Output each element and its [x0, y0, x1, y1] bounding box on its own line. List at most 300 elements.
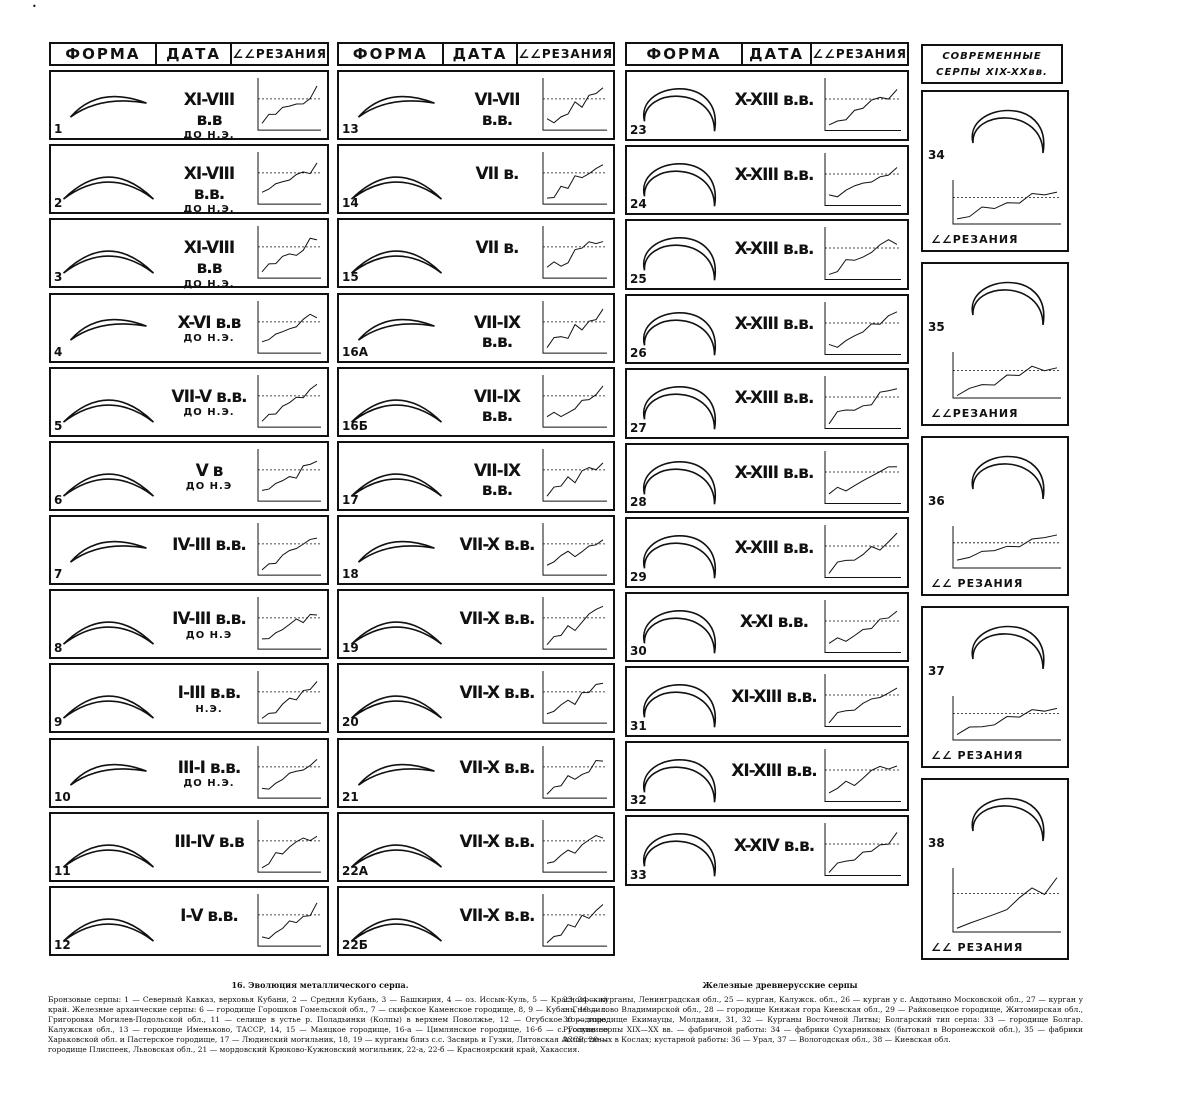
corner-mark: • — [32, 2, 37, 11]
sickle-shape — [972, 799, 1044, 842]
chart-line — [829, 240, 897, 275]
chart-line — [547, 309, 603, 348]
date-range: VII-X в.в. — [459, 905, 535, 926]
chart-axes — [543, 820, 607, 872]
date-range: X-XIII в.в. — [734, 90, 814, 111]
sickle-shape — [644, 685, 716, 728]
sickle-shape — [352, 251, 442, 273]
form-header: ФОРМА — [339, 44, 444, 64]
cutting-angle-chart — [543, 449, 607, 501]
cutting-angle-chart — [825, 153, 901, 206]
chart-axes — [825, 78, 901, 131]
chart-line — [547, 463, 603, 496]
sickle-cell — [337, 663, 615, 733]
date-label — [731, 315, 817, 335]
date-range: III-IV в.в — [174, 831, 244, 852]
figure-number: 1 — [54, 122, 63, 137]
chart-line — [957, 708, 1057, 734]
chart-axes — [825, 823, 901, 876]
date-label — [169, 462, 249, 493]
sickle-cell — [625, 592, 909, 663]
chart-line — [829, 611, 897, 643]
cutting-angle-chart — [953, 180, 1061, 224]
date-label — [169, 314, 249, 345]
sickle-cell — [49, 293, 329, 363]
date-header: ДАТА — [444, 44, 519, 64]
chart-line — [829, 688, 897, 723]
sickle-cell — [625, 294, 909, 365]
angle-header: ∠∠РЕЗАНИЯ — [518, 47, 613, 61]
sickle-cell — [337, 515, 615, 585]
date-range: VII-V в.в. — [171, 386, 247, 407]
date-range: XI-VIII в.в. — [183, 164, 235, 204]
angle-header: ∠∠РЕЗАНИЯ — [232, 47, 327, 61]
date-label — [169, 610, 249, 641]
chart-line — [262, 461, 317, 490]
era-label: Н.Э. — [195, 703, 223, 715]
date-range: X-XIII в.в. — [734, 164, 814, 185]
chart-axes — [258, 597, 321, 649]
figure-number: 13 — [342, 122, 359, 137]
sickle-cell — [625, 368, 909, 439]
figure-number: 38 — [928, 836, 945, 850]
date-label — [457, 165, 537, 185]
chart-axes — [258, 523, 321, 575]
chart-line — [547, 165, 603, 199]
chart-line — [829, 389, 897, 424]
figure-number: 37 — [928, 664, 945, 678]
date-label — [169, 388, 249, 419]
cell-drawing — [923, 438, 1071, 598]
date-label — [457, 388, 537, 427]
date-header: ДАТА — [743, 44, 813, 64]
date-label — [169, 239, 249, 290]
caption-right-title: Железные древнерусские серпы — [702, 980, 858, 990]
cutting-angle-chart — [825, 823, 901, 876]
chart-line — [262, 759, 317, 789]
chart-axes — [825, 451, 901, 504]
chart-line — [547, 88, 603, 123]
date-range: XI-VIII в.в — [183, 238, 235, 278]
sickle-cell — [49, 663, 329, 733]
sickle-shape — [359, 319, 435, 339]
column-1-header — [49, 42, 329, 66]
cutting-angle-chart — [543, 820, 607, 872]
chart-line — [829, 466, 897, 493]
sickle-shape — [644, 760, 716, 803]
cutting-angle-chart — [258, 152, 321, 204]
sickle-shape — [64, 474, 154, 496]
sickle-cell — [49, 441, 329, 511]
date-range: VII-X в.в. — [459, 683, 535, 704]
column-2-header — [337, 42, 615, 66]
sickle-shape — [972, 627, 1044, 670]
date-label — [169, 91, 249, 142]
cutting-angle-chart — [258, 820, 321, 872]
date-range: X-XI в.в. — [739, 612, 809, 633]
angle-label: ∠∠ РЕЗАНИЯ — [931, 577, 1024, 590]
figure-number: 35 — [928, 320, 945, 334]
cell-drawing — [923, 92, 1071, 254]
cutting-angle-chart — [543, 226, 607, 278]
sickle-shape — [644, 163, 716, 206]
era-label: ДО Н.Э. — [183, 130, 235, 142]
date-range: VII-IX в.в. — [473, 312, 521, 353]
cutting-angle-chart — [543, 152, 607, 204]
sickle-shape — [64, 400, 154, 422]
chart-line — [829, 167, 897, 196]
date-label — [169, 536, 249, 556]
date-range: VII-X в.в. — [459, 609, 535, 630]
date-label — [457, 91, 537, 130]
figure-number: 10 — [54, 789, 71, 804]
chart-axes — [543, 523, 607, 575]
date-label — [457, 610, 537, 630]
chart-line — [829, 90, 897, 125]
chart-line — [957, 192, 1057, 219]
chart-line — [957, 535, 1057, 560]
date-label — [731, 389, 817, 409]
date-range: X-VI в.в — [177, 312, 241, 333]
cutting-angle-chart — [825, 227, 901, 280]
chart-line — [262, 903, 317, 939]
cutting-angle-chart — [825, 674, 901, 727]
figure-number: 20 — [342, 715, 359, 730]
cutting-angle-chart — [258, 301, 321, 353]
sickle-shape — [71, 764, 147, 784]
date-label — [457, 907, 537, 927]
date-label — [457, 833, 537, 853]
cutting-angle-chart — [258, 746, 321, 798]
sickle-cell — [625, 741, 909, 812]
sickle-shape — [352, 622, 442, 644]
date-label — [731, 539, 817, 559]
figure-number: 36 — [928, 494, 945, 508]
date-label — [169, 759, 249, 790]
chart-line — [829, 533, 897, 573]
cutting-angle-chart — [543, 597, 607, 649]
chart-line — [829, 833, 897, 873]
date-range: X-XIV в.в. — [733, 835, 815, 856]
figure-number: 2 — [54, 196, 63, 211]
date-range: VII-IX в.в. — [473, 386, 521, 427]
sickle-shape — [71, 319, 147, 339]
figure-number: 8 — [54, 641, 63, 656]
figure-number: 34 — [928, 148, 945, 162]
figure-number: 4 — [54, 344, 63, 359]
sickle-shape — [64, 622, 154, 644]
figure-number: 27 — [630, 420, 647, 435]
sickle-cell — [625, 145, 909, 216]
sickle-cell — [337, 218, 615, 288]
sickle-shape — [644, 611, 716, 654]
sickle-shape — [64, 251, 154, 273]
figure-number: 24 — [630, 197, 647, 212]
chart-line — [262, 163, 317, 192]
form-header: ФОРМА — [627, 44, 743, 64]
chart-axes — [825, 600, 901, 653]
modern-header: СОВРЕМЕННЫЕ СЕРПЫ XIX-XXвв. — [921, 44, 1063, 84]
cutting-angle-chart — [825, 600, 901, 653]
figure-number: 3 — [54, 270, 63, 285]
chart-axes — [825, 153, 901, 206]
figure-number: 12 — [54, 937, 71, 952]
chart-line — [262, 314, 317, 342]
sickle-cell — [337, 144, 615, 214]
date-label — [457, 759, 537, 779]
date-range: I-III в.в. — [177, 683, 241, 704]
date-label — [169, 907, 249, 927]
angle-label: ∠∠ РЕЗАНИЯ — [931, 941, 1024, 954]
date-range: XI-XIII в.в. — [731, 686, 817, 707]
figure-number: 29 — [630, 569, 647, 584]
sickle-cell — [49, 367, 329, 437]
chart-axes — [258, 78, 321, 130]
date-range: VII-IX в.в. — [473, 460, 521, 501]
cutting-angle-chart — [258, 597, 321, 649]
chart-line — [262, 86, 317, 123]
date-label — [169, 684, 249, 715]
date-label — [457, 314, 537, 353]
angle-label: ∠∠РЕЗАНИЯ — [931, 407, 1019, 420]
date-range: III-I в.в. — [177, 757, 241, 778]
chart-line — [262, 538, 317, 570]
date-label — [169, 833, 249, 853]
cutting-angle-chart — [825, 302, 901, 355]
chart-axes — [953, 180, 1061, 224]
chart-axes — [825, 674, 901, 727]
sickle-cell — [337, 589, 615, 659]
cutting-angle-chart — [543, 78, 607, 130]
sickle-cell — [625, 70, 909, 141]
sickle-cell — [625, 219, 909, 290]
date-label — [731, 762, 817, 782]
modern-sickle-cell — [921, 90, 1069, 252]
date-range: VII-X в.в. — [459, 831, 535, 852]
chart-axes — [543, 375, 607, 427]
sickle-cell — [337, 293, 615, 363]
sickle-shape — [644, 238, 716, 281]
date-range: VII в. — [475, 164, 519, 185]
sickle-cell — [625, 443, 909, 514]
sickle-shape — [359, 97, 435, 117]
sickle-shape — [972, 111, 1044, 154]
cutting-angle-chart — [258, 375, 321, 427]
sickle-shape — [644, 834, 716, 877]
date-range: X-XIII в.в. — [734, 313, 814, 334]
cutting-angle-chart — [543, 301, 607, 353]
sickle-shape — [972, 283, 1044, 326]
form-header: ФОРМА — [51, 44, 157, 64]
chart-line — [547, 760, 603, 794]
caption-left-title: 16. Эволюция металлического серпа. — [231, 980, 409, 990]
era-label: ДО Н.Э. — [183, 333, 235, 345]
chart-line — [262, 384, 317, 421]
date-label — [731, 166, 817, 186]
date-label — [457, 239, 537, 259]
sickle-shape — [64, 696, 154, 718]
figure-number: 33 — [630, 867, 647, 882]
sickle-shape — [71, 97, 147, 117]
figure-number: 5 — [54, 418, 63, 433]
chart-axes — [258, 375, 321, 427]
sickle-shape — [352, 177, 442, 199]
cell-drawing — [923, 780, 1071, 962]
date-label — [731, 240, 817, 260]
chart-axes — [543, 226, 607, 278]
date-label — [731, 91, 817, 111]
modern-sickle-cell — [921, 436, 1069, 596]
sickle-cell — [49, 144, 329, 214]
date-range: X-XIII в.в. — [734, 239, 814, 260]
date-range: X-XIII в.в. — [734, 462, 814, 483]
chart-axes — [825, 525, 901, 578]
chart-axes — [543, 301, 607, 353]
cutting-angle-chart — [953, 352, 1061, 398]
sickle-shape — [71, 542, 147, 562]
date-range: XI-VIII в.в — [183, 90, 235, 130]
cutting-angle-chart — [953, 696, 1061, 740]
chart-axes — [543, 746, 607, 798]
cutting-angle-chart — [543, 375, 607, 427]
date-range: X-XIII в.в. — [734, 537, 814, 558]
sickle-shape — [972, 457, 1044, 500]
cutting-angle-chart — [825, 376, 901, 429]
cutting-angle-chart — [825, 525, 901, 578]
cutting-angle-chart — [258, 78, 321, 130]
sickle-cell — [337, 886, 615, 956]
sickle-cell — [337, 738, 615, 808]
sickle-cell — [49, 515, 329, 585]
angle-label: ∠∠ РЕЗАНИЯ — [931, 749, 1024, 762]
chart-axes — [825, 376, 901, 429]
chart-axes — [825, 749, 901, 802]
date-label — [457, 536, 537, 556]
caption-left: Бронзовые серпы: 1 — Северный Кавказ, верховья Кубани, 2 — Средняя Кубань, 3 — Башкирия, 4 — оз. Иссык-Куль, 5 — Красноярский край. Железные архаические серпы: 6 — городище Горошков Гомельской обл., 7 — скифское Каменское городище, 8, 9 — Кубань, 10 — с. Григоровка Могилев-Подольской обл., 11 — селище в устье р. Поладьинки (Колпы) в верхнем Поволжье, 12 — Огубское городище, Калужская обл., 13 — городище Именьково, ТАССР, 14, 15 — Маяцкое городище, 16-а — Цимлянское городище, 16-б — с. Голущино Харьковской обл. и Пастерское городище, 17 — Людинский могильник, 18, 19 — курганы близ с.с. Засвирь и Гузки, Литовская АССР, 20 — городище Плиспеек, Львовская обл., 21 — мордовский Крюково-Кужновский могильник, 22-а, 22-б — Красноярский край, Хакассия. — [48, 995, 608, 1054]
figure-number: 15 — [342, 270, 359, 285]
cutting-angle-chart — [825, 451, 901, 504]
sickle-shape — [352, 474, 442, 496]
date-label — [731, 837, 817, 857]
figure-number: 19 — [342, 641, 359, 656]
sickle-shape — [64, 177, 154, 199]
caption-right: 23, 24 — курганы, Ленинградская обл., 25 — курган, Калужск. обл., 26 — курган у с. Авдотьино Московской обл., 27 — курган у с. Гнездилово Владимирской обл., 28 — городище Княжая гора Киевская обл., 29 — Райковецкое городище, Житомирская обл., 30 — городище Екимауцы, Молдавия, 31, 32 — Курганы Восточной Литвы; Болгарский тип серпа: 33 — городище Болгар. Русские серпы XIX—XX вв. — фабричной работы: 34 — фабрики Сухарниковых (бытовал в Воронежской обл.), 35 — фабрики Ахлыстиных в Кослах; кустарной работы: 36 — Урал, 37 — Вологодская обл., 38 — Киевская обл. — [563, 995, 1083, 1044]
chart-line — [547, 904, 603, 942]
sickle-shape — [64, 919, 154, 941]
figure-number: 22А — [342, 863, 368, 878]
sickle-shape — [352, 696, 442, 718]
chart-axes — [543, 449, 607, 501]
figure-number: 18 — [342, 567, 359, 582]
figure-number: 7 — [54, 567, 63, 582]
date-range: X-XIII в.в. — [734, 388, 814, 409]
cutting-angle-chart — [953, 526, 1061, 568]
figure-number: 31 — [630, 718, 647, 733]
cutting-angle-chart — [258, 449, 321, 501]
cutting-angle-chart — [825, 749, 901, 802]
sickle-cell — [337, 70, 615, 140]
date-range: VII-X в.в. — [459, 535, 535, 556]
era-label: ДО Н.Э. — [183, 407, 235, 419]
date-range: I-V в.в. — [180, 905, 238, 926]
chart-axes — [543, 597, 607, 649]
chart-axes — [258, 226, 321, 278]
date-range: IV-III в.в. — [172, 609, 246, 630]
chart-axes — [953, 526, 1061, 568]
sickle-shape — [644, 312, 716, 355]
chart-line — [262, 239, 317, 273]
date-label — [457, 684, 537, 704]
sickle-cell — [49, 812, 329, 882]
cutting-angle-chart — [543, 746, 607, 798]
figure-number: 16Б — [342, 418, 368, 433]
era-label: ДО Н.Э — [185, 481, 233, 493]
chart-axes — [543, 152, 607, 204]
column-3-header — [625, 42, 909, 66]
sickle-shape — [644, 536, 716, 579]
chart-line — [547, 684, 603, 715]
date-range: VI-VII в.в. — [474, 90, 520, 130]
sickle-cell — [625, 666, 909, 737]
date-label — [731, 613, 817, 633]
chart-axes — [258, 671, 321, 723]
cutting-angle-chart — [825, 78, 901, 131]
cutting-angle-chart — [543, 523, 607, 575]
chart-axes — [953, 696, 1061, 740]
sickle-shape — [359, 542, 435, 562]
era-label: ДО Н.Э. — [183, 204, 235, 216]
sickle-cell — [49, 70, 329, 140]
date-range: V в — [195, 460, 223, 481]
figure-number: 32 — [630, 793, 647, 808]
chart-axes — [258, 746, 321, 798]
cutting-angle-chart — [543, 671, 607, 723]
figure-number: 28 — [630, 495, 647, 510]
sickle-cell — [625, 815, 909, 886]
modern-sickle-cell — [921, 778, 1069, 960]
figure-number: 6 — [54, 492, 63, 507]
figure-number: 16А — [342, 344, 368, 359]
figure-number: 26 — [630, 346, 647, 361]
sickle-shape — [64, 845, 154, 867]
figure-number: 30 — [630, 644, 647, 659]
cutting-angle-chart — [258, 523, 321, 575]
chart-line — [547, 835, 603, 863]
figure-number: 22Б — [342, 937, 368, 952]
chart-line — [547, 606, 603, 644]
figure-number: 9 — [54, 715, 63, 730]
sickle-cell — [625, 517, 909, 588]
cutting-angle-chart — [953, 868, 1061, 932]
sickle-cell — [337, 441, 615, 511]
date-label — [457, 462, 537, 501]
angle-label: ∠∠РЕЗАНИЯ — [931, 233, 1019, 246]
figure-number: 17 — [342, 492, 359, 507]
chart-line — [957, 878, 1057, 929]
cutting-angle-chart — [258, 671, 321, 723]
sickle-shape — [359, 764, 435, 784]
era-label: ДО Н.Э. — [183, 278, 235, 290]
date-label — [169, 165, 249, 216]
chart-line — [547, 242, 603, 268]
date-header: ДАТА — [157, 44, 233, 64]
chart-axes — [258, 301, 321, 353]
figure-number: 21 — [342, 789, 359, 804]
figure-number: 14 — [342, 196, 359, 211]
modern-sickle-cell — [921, 606, 1069, 768]
sickle-cell — [49, 738, 329, 808]
chart-axes — [258, 449, 321, 501]
